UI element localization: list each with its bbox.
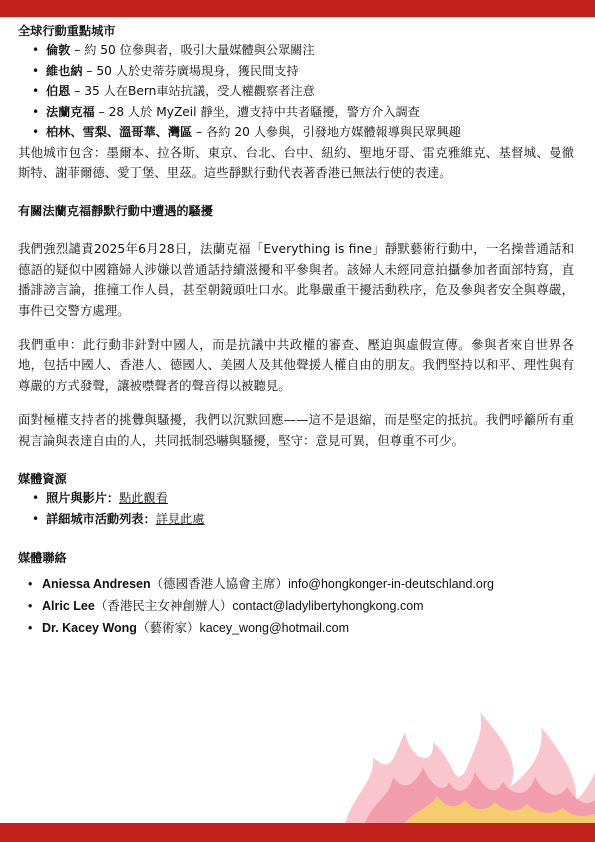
contact-heading: 媒體聯絡 [18, 550, 67, 565]
cities-heading: 全球行動重點城市 [18, 24, 116, 38]
bullet: • [32, 84, 40, 98]
bullet: • [28, 598, 33, 613]
bullet: • [32, 63, 40, 78]
contact-item [18, 595, 574, 617]
contact-email[interactable]: info@hongkonger-in-deutschland.org [288, 576, 495, 591]
contact-email[interactable]: contact@ladylibertyhongkong.com [232, 598, 424, 613]
contact-role: （德國香港人協會主席） [150, 576, 289, 591]
flame-decoration [345, 712, 595, 823]
contact-item [18, 573, 574, 595]
list-item [18, 40, 574, 61]
top-band [0, 0, 595, 17]
city-detail: – 28 人於 MyZeil 靜坐，遭支持中共者騷擾，警方介入調查 [94, 104, 420, 119]
media-heading: 媒體資源 [18, 471, 67, 486]
contact-email[interactable]: kacey_wong@hotmail.com [199, 620, 350, 635]
other-cities-text: 其他城市包含：墨爾本、拉各斯、東京、台北、台中、紐約、聖地牙哥、雷克雅維克、基督城、曼徹斯特、謝菲爾德、愛丁堡、里茲。這些靜默行動代表著香港已無法行使的表達。 [18, 144, 574, 180]
city-detail: – 50 人於史蒂芬廣場現身，獲民間支持 [82, 63, 299, 78]
list-item [18, 488, 574, 509]
city-name: 維也納 [46, 63, 83, 78]
city-name: 柏林、雪梨、溫哥華、灣區 [46, 125, 193, 139]
list-item [18, 61, 574, 82]
bullet: • [32, 511, 40, 526]
bullet: • [32, 104, 40, 119]
press-release [18, 22, 574, 639]
contact-item [18, 617, 574, 639]
cities-list [18, 40, 574, 143]
media-label: 照片與影片： [46, 490, 120, 505]
contact-name: Dr. Kacey Wong [42, 620, 137, 635]
contact-role: （藝術家） [136, 620, 200, 635]
statement-paragraph: 我們重申：此行動非針對中國人，而是抗議中共政權的審查、壓迫與虛假宣傳。參與者來自世界各地，包括中國人、香港人、德國人、美國人及其他聲援人權自由的朋友。我們堅持以和平、理性與有尊嚴的方式發聲，讓被噤聲者的聲音得以被聽見。 [18, 336, 574, 393]
media-label: 詳細城市活動列表： [46, 511, 156, 526]
bullet: • [32, 490, 40, 505]
city-events-link[interactable]: 詳見此處 [155, 511, 205, 526]
statement-paragraph: 我們強烈譴責2025年6月28日，法蘭克福「Everything is fine」靜默藝術行動中，一名操普通話和德語的疑似中國籍婦人涉嫌以普通話持續滋擾和平參與者。該婦人未經同意拍攝參加者面部特寫，直播誹謗言論，推撞工作人員，甚至朝鏡頭吐口水。此舉嚴重干擾活動秩序，危及參與者安全與尊嚴，事件已交警方處理。 [18, 241, 574, 318]
harassment-heading: 有關法蘭克福靜默行動中遭遇的騷擾 [18, 204, 213, 219]
bullet: • [32, 125, 40, 139]
contact-role: （香港民主女神創辦人） [94, 598, 233, 613]
list-item [18, 122, 574, 143]
bottom-band [0, 823, 595, 842]
list-item [18, 102, 574, 123]
city-detail: – 35 人在Bern車站抗議，受人權觀察者注意 [70, 84, 315, 98]
city-name: 法蘭克福 [46, 104, 95, 119]
contact-name: Alric Lee [42, 598, 95, 613]
media-list [18, 488, 574, 530]
city-detail: – 約 50 位參與者，吸引大量媒體與公眾關注 [70, 43, 315, 57]
city-name: 伯恩 [46, 84, 71, 98]
bullet: • [28, 620, 33, 635]
bullet: • [28, 576, 33, 591]
photos-videos-link[interactable]: 點此觀看 [119, 490, 168, 505]
city-name: 倫敦 [46, 43, 71, 57]
list-item [18, 81, 574, 102]
bullet: • [32, 43, 40, 57]
city-detail: – 各約 20 人參與，引發地方媒體報導與民眾興趣 [192, 125, 461, 139]
statement-paragraph: 面對極權支持者的挑釁與騷擾，我們以沉默回應——這不是退縮，而是堅定的抵抗。我們呼籲所有重視言論與表達自由的人，共同抵制恐嚇與騷擾，堅守：意見可異，但尊重不可少。 [18, 412, 574, 448]
contact-name: Aniessa Andresen [42, 576, 151, 591]
contact-list [18, 573, 574, 639]
list-item [18, 509, 574, 530]
